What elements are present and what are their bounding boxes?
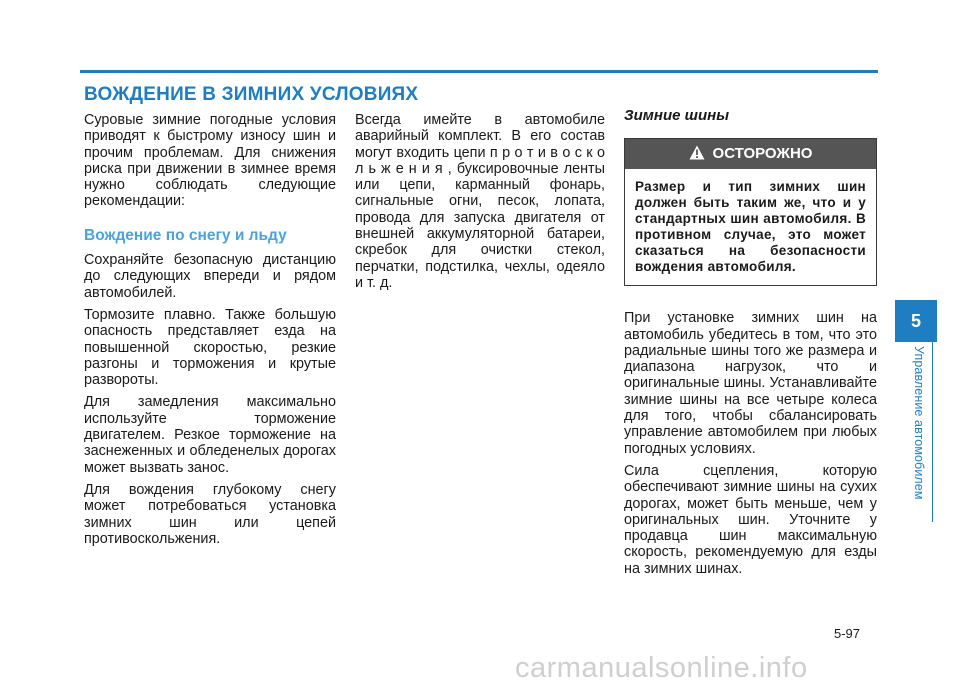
intro-paragraph: Суровые зимние погодные условия приводят к быстрому износу шин и прочим проблемам. Для снижения риска при движении в зимнее время нужно соблюдать следующие рекомендации: <box>84 112 336 210</box>
warning-triangle-icon <box>689 145 705 164</box>
column-3 <box>624 108 877 583</box>
watermark: carmanualsonline.info <box>515 652 808 684</box>
subheading-snow-ice: Вождение по снегу и льду <box>84 226 287 244</box>
warning-text: Размер и тип зимних шин должен быть таким же, что и у стандартных шин автомобиля. В противном случае, это может сказаться на безопасности вождения автомобиля. <box>635 179 866 275</box>
paragraph: При установке зимних шин на автомобиль убедитесь в том, что это радиальные шины того же размера и диапазона нагрузок, что и оригинальные шины. Устанавливайте зимние шины на все четыре колеса для того, чтобы сбалансировать управление автомобилем при любых погодных условиях. <box>624 310 877 457</box>
paragraph: Сохраняйте безопасную дистанцию до следующих впереди и рядом автомобилей. <box>84 252 336 301</box>
warning-header <box>625 139 876 169</box>
column-2 <box>355 112 605 297</box>
chapter-number-tab: 5 <box>895 300 937 342</box>
warning-title: ОСТОРОЖНО <box>712 145 813 163</box>
winter-tires-heading: Зимние шины <box>624 107 729 124</box>
paragraph: Сила сцепления, которую обеспечивают зимние шины на сухих дорогах, может быть меньше, чем у оригинальных шин. Уточните у продавца шин максимальную скорость, рекомендуемую для езды на зимних шинах. <box>624 462 877 577</box>
page-number: 5-97 <box>834 626 861 641</box>
paragraph: Для вождения глубокому снегу может потребоваться установка зимних шин или цепей противоскольжения. <box>84 481 336 547</box>
paragraph: Тормозите плавно. Также большую опасность представляет езда на повышенной скоростью, резкие разгоны и торможения и крутые развороты. <box>84 306 336 389</box>
section-title: ВОЖДЕНИЕ В ЗИМНИХ УСЛОВИЯХ <box>84 84 419 105</box>
emergency-kit-paragraph: Всегда имейте в автомобиле аварийный комплект. В его состав могут входить цепи п р о т и в о с к о л ь ж е н и я , буксировочные ленты или цепи, карманный фонарь, сигнальные огни, песок, лопата, провода для запуска двигателя от внешней аккумуляторной батареи, скребок для очистки стекол, перчатки, подстилка, чехлы, одеяло и т. д. <box>355 112 605 291</box>
paragraph: Для замедления максимально используйте торможение двигателем. Резкое торможение на заснеженных и обледенелых дорогах может вызвать занос. <box>84 394 336 476</box>
column-1 <box>84 112 336 553</box>
warning-box <box>624 138 877 286</box>
chapter-title-label: Управление автомобилем <box>912 346 926 500</box>
top-rule <box>80 70 878 73</box>
